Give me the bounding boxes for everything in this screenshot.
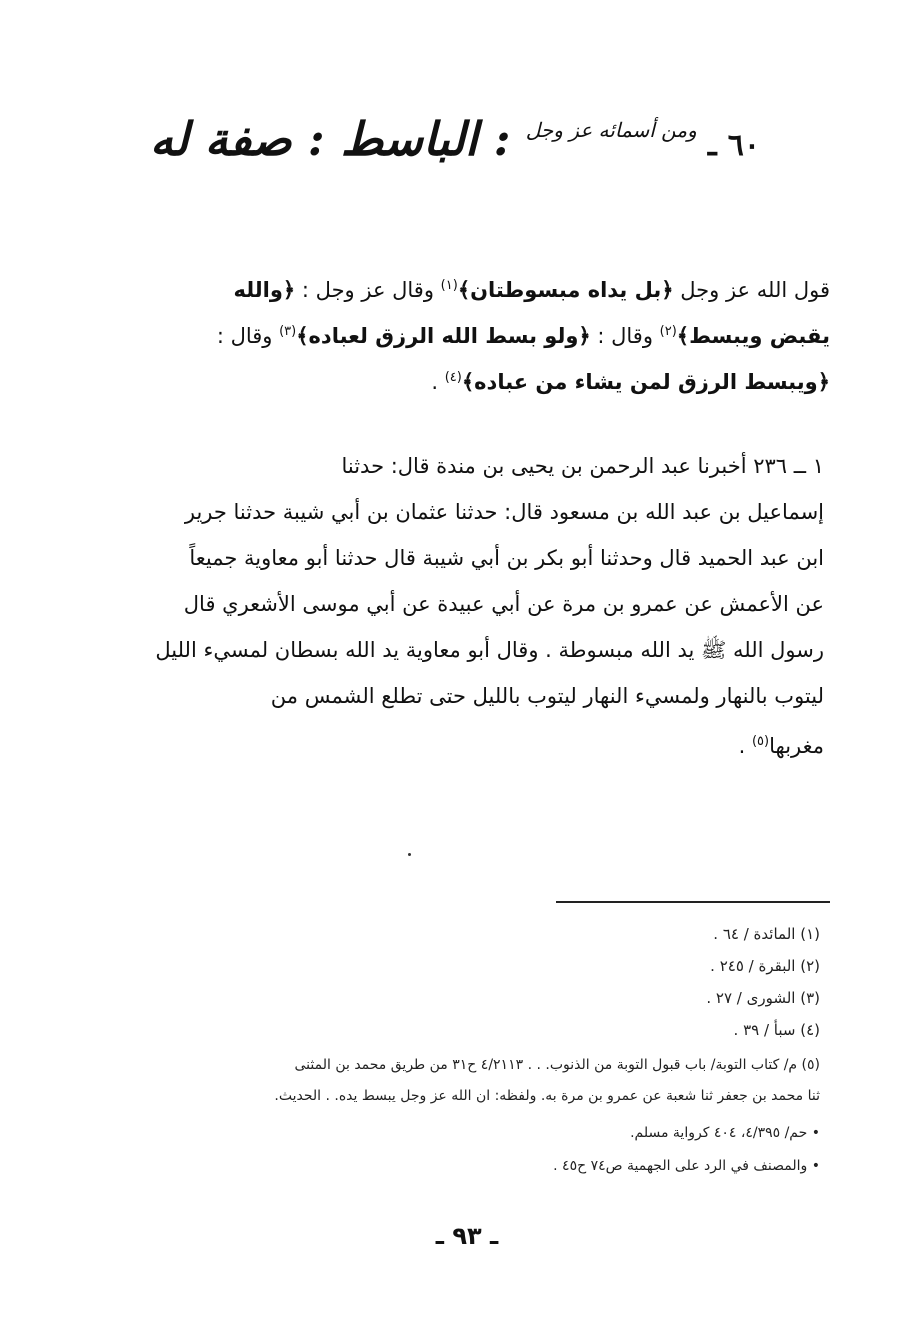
hadith-line: عن الأعمش عن عمرو بن مرة عن أبي عبيدة عن أبي موسى الأشعري قال [183,592,824,616]
hadith-line: ابن عبد الحميد قال وحدثنا أبو بكر بن أبي شيبة قال حدثنا أبو معاوية جميعاً [189,546,824,570]
intro-paragraph [124,263,830,401]
text-run: وقال عز وجل : [295,278,441,302]
chapter-number: ٦٠ [727,128,760,163]
text-run: قول الله عز وجل [673,278,830,302]
verse-quote: ﴿ويبسط الرزق لمن يشاء من عباده﴾ [461,370,830,394]
hadith-line: ١ ــ ٢٣٦ أخبرنا عبد الرحمن بن يحيى بن مندة قال: حدثنا [341,454,824,478]
heading-title: : الباسط : صفة له [150,112,511,166]
footnote-5-cont: ثنا محمد بن جعفر ثنا شعبة عن عمرو بن مرة به. ولفظه: ان الله عز وجل يبسط يده. . الحديث. [274,1088,820,1104]
footnote-1: (١) المائدة / ٦٤ . [713,925,820,943]
footnote-5: (٥) م/ كتاب التوبة/ باب قبول التوبة من الذنوب. . . ٤/٢١١٣ ح٣١ من طريق محمد بن المثنى [294,1057,820,1073]
text-run: وقال : [590,324,660,348]
intro-line-3 [124,355,830,401]
footnote-4: (٤) سبأ / ٣٩ . [733,1021,820,1039]
footnote-5-source-2: • والمصنف في الرد على الجهمية ص٧٤ ح٤٥ . [553,1158,820,1174]
stray-dot [408,853,411,856]
chapter-heading [150,112,760,192]
footnote-ref: (٣) [279,324,297,339]
footnote-divider [556,901,830,903]
intro-line-2 [124,309,830,355]
page-number: ـ ٩٣ ـ [435,1222,499,1250]
footnote-2: (٢) البقرة / ٢٤٥ . [710,957,820,975]
hadith-line: رسول الله ﷺ يد الله مبسوطة . وقال أبو معاوية يد الله بسطان لمسيء الليل [155,638,824,662]
verse-quote: يقبض ويبسط﴾ [676,324,830,348]
footnote-ref: (٥) [751,734,770,749]
heading-prefix: ومن أسمائه عز وجل [525,118,697,142]
hadith-line-last [124,719,824,765]
footnote-ref: (٢) [659,324,677,339]
text-run: . [738,734,752,758]
heading-dash: ـ [707,128,717,163]
verse-quote: ﴿والله [233,278,296,302]
hadith-line: إسماعيل بن عبد الله بن مسعود قال: حدثنا عثمان بن أبي شيبة حدثنا جرير [184,500,824,524]
footnote-5-source-1: • حم/ ٤/٣٩٥، ٤٠٤ كرواية مسلم. [630,1125,820,1141]
text-run: وقال : [216,324,280,348]
footnote-ref: (١) [440,278,458,293]
verse-quote: ﴿بل يداه مبسوطتان﴾ [457,278,674,302]
text-run: . [431,370,445,394]
hadith-line: ليتوب بالنهار ولمسيء النهار ليتوب بالليل حتى تطلع الشمس من [270,684,824,708]
text-run: مغربها [769,734,824,758]
hadith-paragraph [124,443,824,765]
footnote-3: (٣) الشورى / ٢٧ . [706,989,820,1007]
footnote-ref: (٤) [444,370,462,385]
intro-line-1 [124,263,830,309]
verse-quote: ﴿ولو بسط الله الرزق لعباده﴾ [296,324,591,348]
